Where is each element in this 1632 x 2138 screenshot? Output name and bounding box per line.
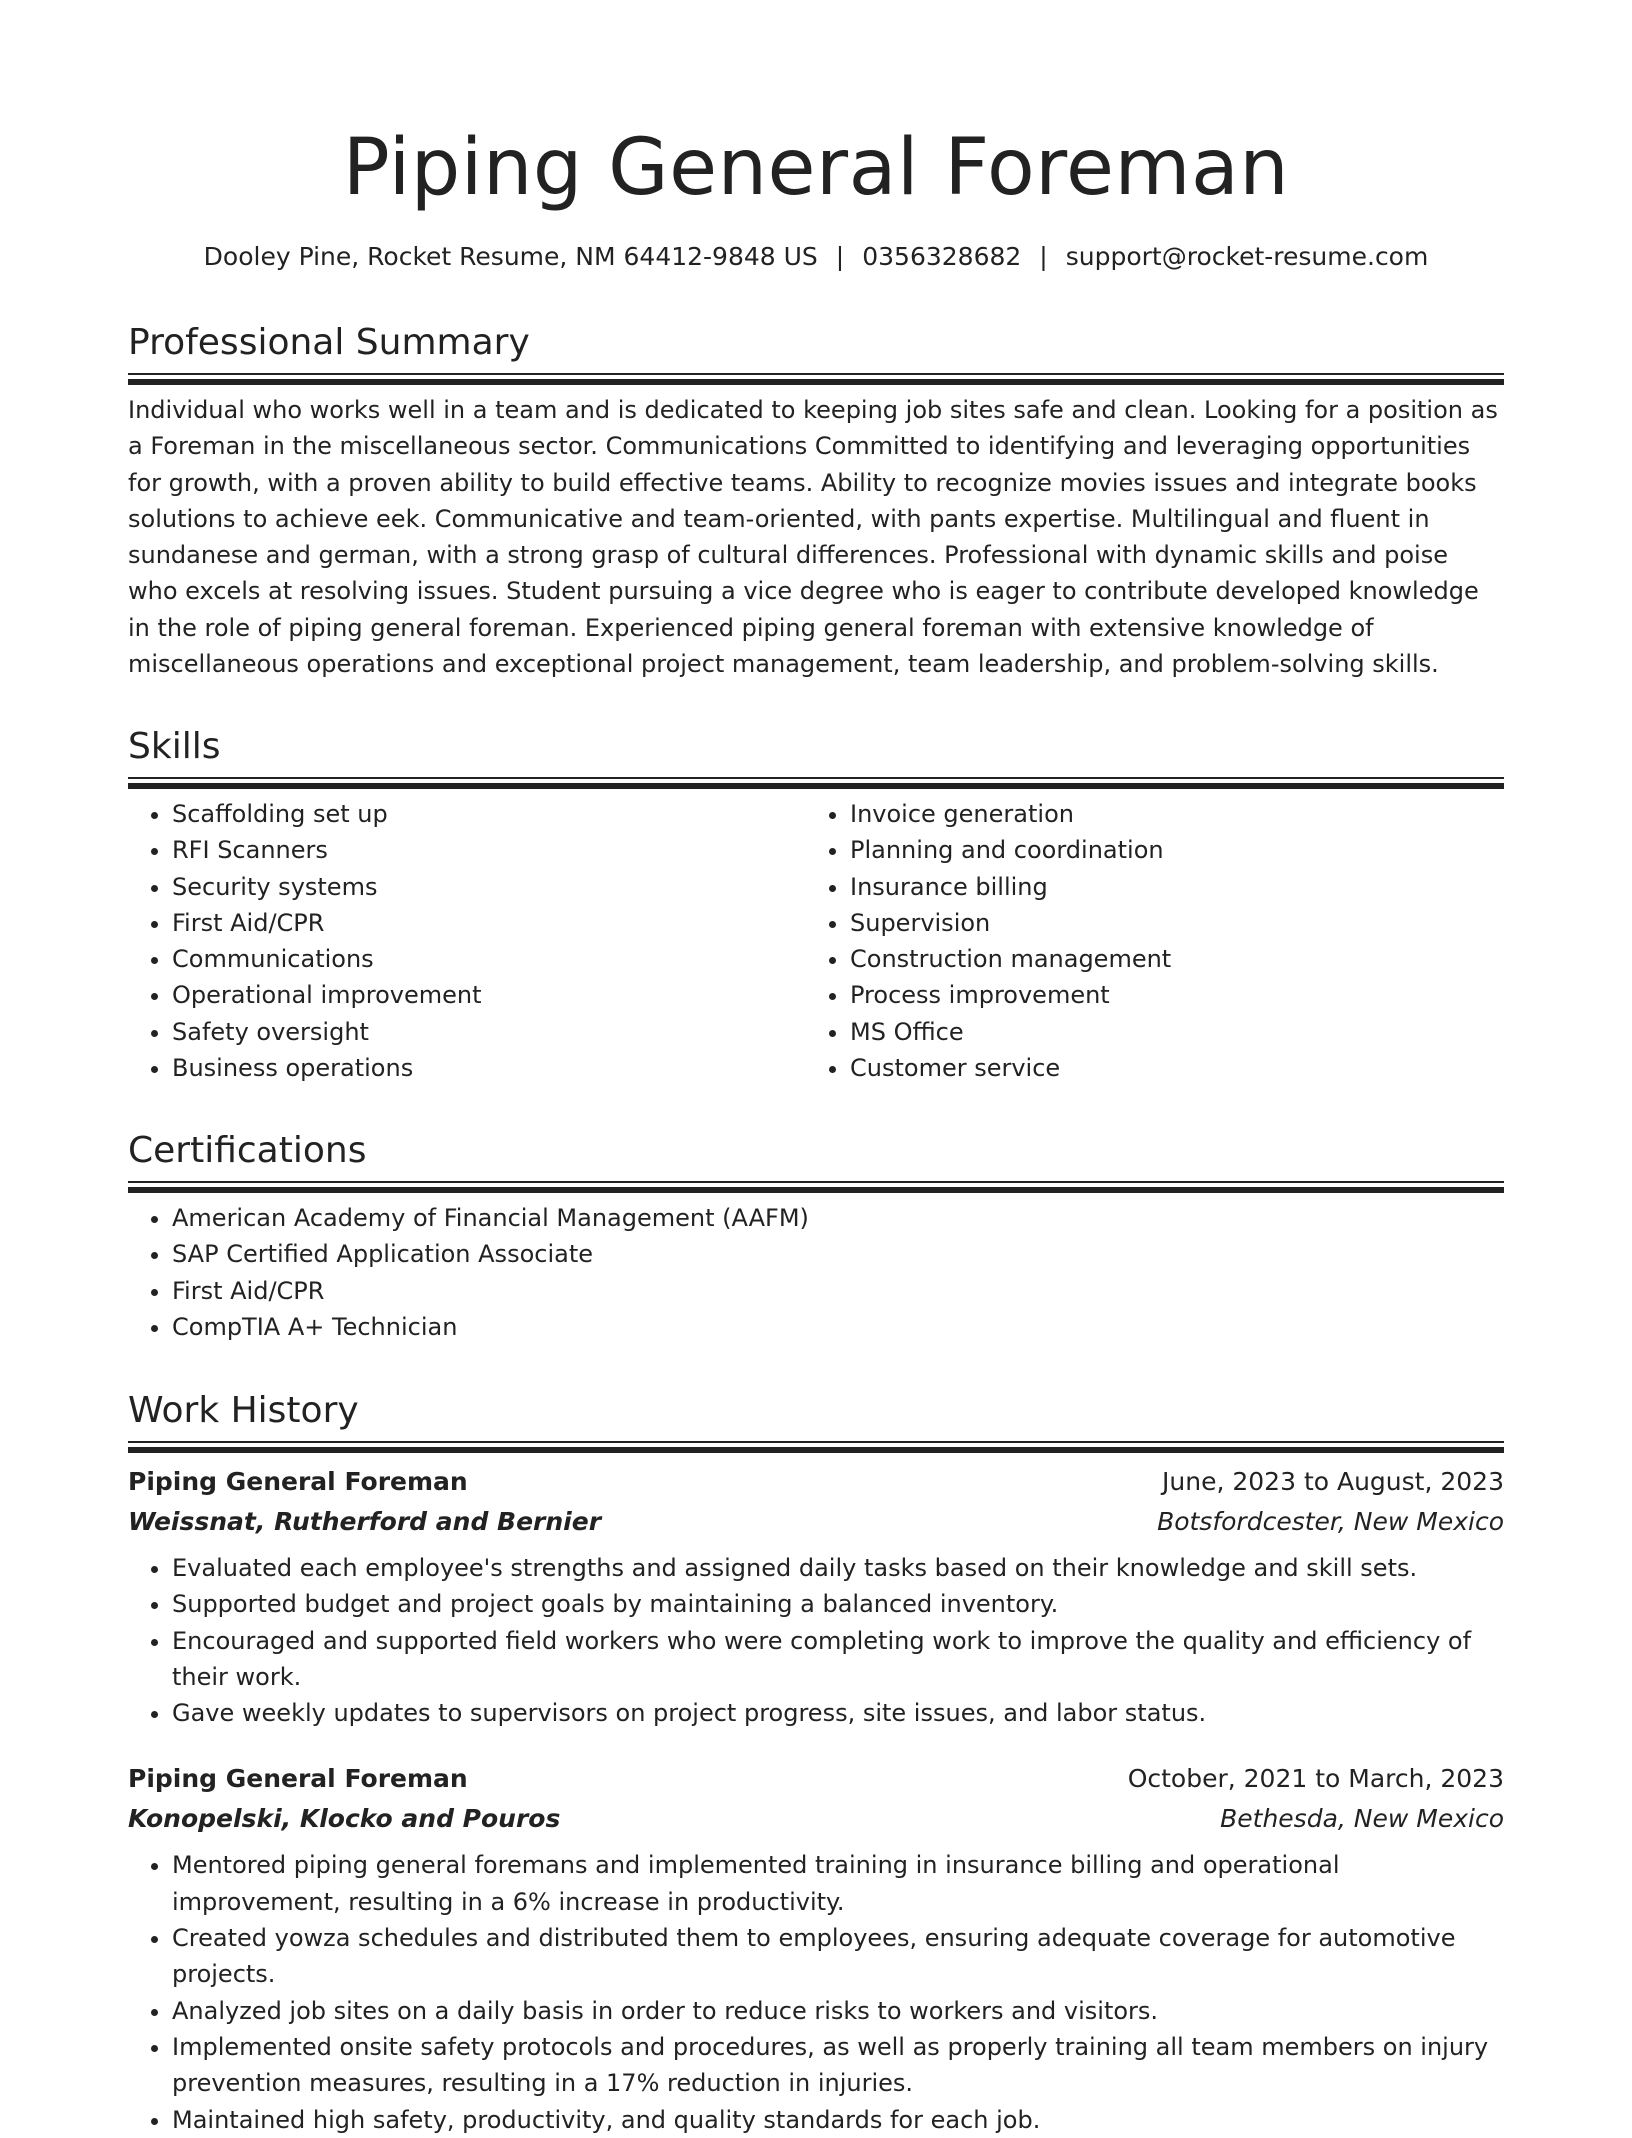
certification-item: • CompTIA A+ Technician xyxy=(172,1309,1504,1345)
skill-item: • Security systems xyxy=(172,869,806,905)
contact-line xyxy=(0,237,1632,277)
skill-item: • Business operations xyxy=(172,1050,806,1086)
skill-item: • RFI Scanners xyxy=(172,832,806,868)
resume-name: Piping General Foreman xyxy=(342,123,1290,213)
section-title-skills: Skills xyxy=(128,726,221,767)
job-dates: June, 2023 to August, 2023 xyxy=(1162,1467,1504,1496)
skill-item: • Insurance billing xyxy=(850,869,1484,905)
section-title-summary: Professional Summary xyxy=(128,322,530,363)
job-bullet: • Mentored piping general foremans and implemented training in insurance billing and operational improvement, resulting in a 6% increase in productivity. xyxy=(172,1847,1504,1920)
skill-item: • Construction management xyxy=(850,941,1484,977)
section-title-certifications: Certifications xyxy=(128,1130,367,1171)
skills-column-right xyxy=(806,796,1484,1086)
skill-item: • First Aid/CPR xyxy=(172,905,806,941)
job-company: Konopelski, Klocko and Pouros xyxy=(128,1804,561,1834)
section-title-work-history: Work History xyxy=(128,1390,359,1431)
contact-address: Dooley Pine, Rocket Resume, NM 64412-9848 US xyxy=(203,242,818,271)
skills-column-left xyxy=(128,796,806,1086)
job-title: Piping General Foreman xyxy=(128,1764,468,1794)
job-entry xyxy=(128,1462,1504,1731)
skill-item: • Operational improvement xyxy=(172,977,806,1013)
certification-item: • First Aid/CPR xyxy=(172,1273,1504,1309)
job-bullet: • Encouraged and supported field workers who were completing work to improve the quality and efficiency of their work. xyxy=(172,1623,1504,1696)
job-bullet: • Maintained high safety, productivity, and quality standards for each job. xyxy=(172,2102,1504,2138)
section-divider xyxy=(128,774,1504,790)
skill-item: • Supervision xyxy=(850,905,1484,941)
certification-item: • American Academy of Financial Management (AAFM) xyxy=(172,1200,1504,1236)
job-title: Piping General Foreman xyxy=(128,1467,468,1496)
skill-item: • Scaffolding set up xyxy=(172,796,806,832)
job-company: Weissnat, Rutherford and Bernier xyxy=(128,1507,602,1536)
skills-columns xyxy=(128,796,1504,1086)
section-divider xyxy=(128,1438,1504,1454)
job-entry xyxy=(128,1759,1504,2137)
section-divider xyxy=(128,1178,1504,1194)
job-location: Botsfordcester, New Mexico xyxy=(1157,1507,1504,1536)
job-bullet: • Created yowza schedules and distributed them to employees, ensuring adequate coverage for automotive projects. xyxy=(172,1920,1504,1993)
skill-item: • Customer service xyxy=(850,1050,1484,1086)
job-bullet: • Implemented onsite safety protocols and procedures, as well as properly training all team members on injury prevention measures, resulting in a 17% reduction in injuries. xyxy=(172,2029,1504,2102)
job-location: Bethesda, New Mexico xyxy=(1220,1804,1504,1834)
job-bullet: • Supported budget and project goals by maintaining a balanced inventory. xyxy=(172,1586,1504,1622)
job-bullet: • Gave weekly updates to supervisors on project progress, site issues, and labor status. xyxy=(172,1695,1504,1731)
contact-email: support@rocket-resume.com xyxy=(1065,242,1429,271)
skill-item: • Invoice generation xyxy=(850,796,1484,832)
job-bullet: • Analyzed job sites on a daily basis in order to reduce risks to workers and visitors. xyxy=(172,1993,1504,2029)
job-dates: October, 2021 to March, 2023 xyxy=(1127,1764,1504,1794)
contact-separator: | xyxy=(835,242,845,271)
skill-item: • Planning and coordination xyxy=(850,832,1484,868)
summary-section xyxy=(128,318,1504,682)
skill-item: • MS Office xyxy=(850,1014,1484,1050)
skills-section xyxy=(128,722,1504,1086)
certification-item: • SAP Certified Application Associate xyxy=(172,1236,1504,1272)
skill-item: • Process improvement xyxy=(850,977,1484,1013)
skill-item: • Safety oversight xyxy=(172,1014,806,1050)
summary-text: Individual who works well in a team and is dedicated to keeping job sites safe and clean. Looking for a position as a Foreman in the miscellaneous sector. Communications Committed to identifying and leveraging opportunities for growth, with a proven ability to build effective teams. Ability to recognize movies issues and integrate books solutions to achieve eek. Communicative and team-oriented, with pants expertise. Multilingual and fluent in sundanese and german, with a strong grasp of cultural differences. Professional with dynamic skills and poise who excels at resolving issues. Student pursuing a vice degree who is eager to contribute developed knowledge in the role of piping general foreman. Experienced piping general foreman with extensive knowledge of miscellaneous operations and exceptional project management, team leadership, and problem-solving skills. xyxy=(128,396,1498,679)
skill-item: • Communications xyxy=(172,941,806,977)
work-history-section xyxy=(128,1386,1504,2138)
contact-phone: 0356328682 xyxy=(862,242,1022,271)
section-divider xyxy=(128,370,1504,386)
certifications-section xyxy=(128,1126,1504,1345)
contact-separator: | xyxy=(1039,242,1048,271)
job-bullet: • Evaluated each employee's strengths and assigned daily tasks based on their knowledge and skill sets. xyxy=(172,1550,1504,1586)
